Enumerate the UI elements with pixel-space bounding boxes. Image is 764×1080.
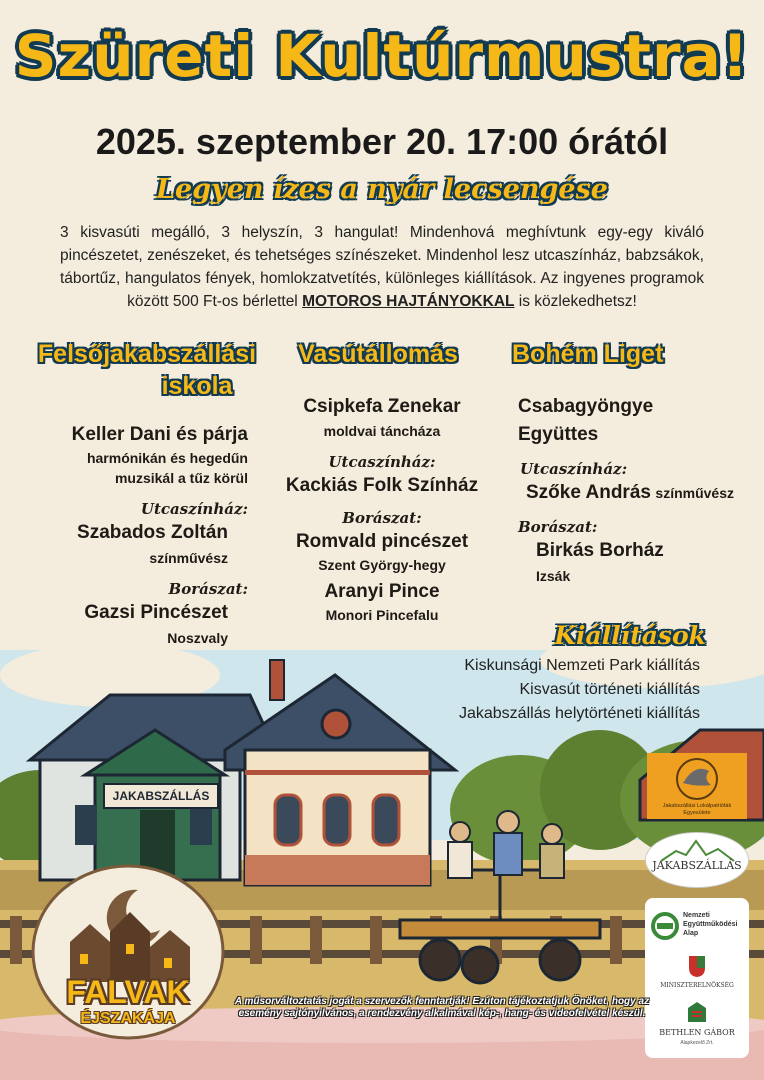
grove-wine-label: Borászat: xyxy=(518,518,598,536)
exhibition-item-1: Kiskunsági Nemzeti Park kiállítás xyxy=(464,657,700,674)
sponsor-panel xyxy=(645,898,749,1058)
venue-school-line2: iskola xyxy=(161,372,233,400)
page-title: Szüreti Kultúrmustra! xyxy=(14,22,750,90)
venue-school-line1: Felsőjakabszállási xyxy=(37,340,257,368)
town-logo-text: JAKABSZÁLLÁS xyxy=(652,859,742,872)
school-act-desc1: harmónikán és hegedűn xyxy=(86,450,248,466)
station-sign-text: JAKABSZÁLLÁS xyxy=(112,789,210,803)
station-wine2-place: Monori Pincefalu xyxy=(325,607,439,623)
bethlen-text: BETHLEN GÁBOR xyxy=(659,1028,735,1037)
grove-theatre-desc: színművész xyxy=(655,485,734,501)
grove-wine-name: Birkás Borház xyxy=(536,540,664,561)
ministry-text: MINISZTERELNÖKSÉG xyxy=(660,982,734,989)
school-wine-name: Gazsi Pincészet xyxy=(84,602,228,623)
venue-school-program xyxy=(20,424,248,646)
venue-grove-title: Bohém Liget xyxy=(512,340,664,368)
school-act-name: Keller Dani és párja xyxy=(71,424,248,445)
disclaimer: A műsorváltoztatás jogát a szervezők fenntartják! Ezúton tájékoztatjuk Önöket, hogy az esemény sajtónyilvános, a rendezvény alkalmával kép-, hang- és videofelvétel készül. xyxy=(234,996,650,1019)
intro-text-end: is közlekedhetsz! xyxy=(514,293,637,310)
coat-of-arms-icon xyxy=(687,954,707,978)
station-act-name: Csipkefa Zenekar xyxy=(303,396,461,417)
dove-icon xyxy=(647,753,747,803)
grove-wine-place: Izsák xyxy=(536,568,571,584)
school-wine-label: Borászat: xyxy=(168,580,248,598)
station-wine1-place: Szent György-hegy xyxy=(318,557,446,573)
station-wine1-name: Romvald pincészet xyxy=(295,531,469,552)
station-act-desc: moldvai táncháza xyxy=(323,423,441,439)
nea-icon xyxy=(651,912,679,940)
grove-theatre-name: Szőke András xyxy=(526,482,651,503)
school-theatre-label: Utcaszínház: xyxy=(140,500,248,518)
grove-theatre-row xyxy=(526,482,758,504)
town-logo xyxy=(645,832,749,888)
station-theatre-name: Kackiás Folk Színház xyxy=(285,475,479,496)
exhibitions-heading: Kiállítások xyxy=(554,621,706,650)
bethlen-subtext: Alapkezelő Zrt. xyxy=(680,1040,714,1046)
grove-act-line1: Csabagyöngye xyxy=(518,396,654,417)
nea-logo xyxy=(651,908,747,944)
station-wine2-name: Aranyi Pince xyxy=(324,581,440,602)
venue-school-title xyxy=(16,338,278,402)
venue-station-title: Vasútállomás xyxy=(298,340,458,368)
school-act-desc2: muzsikál a tűz körül xyxy=(114,470,248,486)
intro-paragraph xyxy=(60,221,704,313)
falvak-logo-line2: ÉJSZAKÁJA xyxy=(80,1010,176,1027)
intro-text: 3 kisvasúti megálló, 3 helyszín, 3 hangulat! Mindenhová meghívtunk egy-egy kiváló pincészetet, zenészeket, és tehetséges színészeket. Mindenhol lesz utcaszínház, babzsákok, tábortűz, hangulatos fények, homlokzatvetítés, különleges kiállítások. Az ingyenes programok között 500 Ft-os bérlettel xyxy=(60,224,704,310)
station-wine-label: Borászat: xyxy=(342,509,422,527)
nea-text-1: Nemzeti xyxy=(683,912,710,919)
station-theatre-label: Utcaszínház: xyxy=(328,453,436,471)
school-theatre-name: Szabados Zoltán xyxy=(77,522,228,543)
subtitle: Legyen ízes a nyár lecsengése xyxy=(156,174,608,205)
exhibition-item-3: Jakabszállás helytörténeti kiállítás xyxy=(458,705,700,722)
school-theatre-desc: színművész xyxy=(149,550,228,566)
assoc-logo-text: Jakabszállási Lokálpatrióták Egyesülete xyxy=(662,803,732,816)
venue-grove-program xyxy=(518,396,758,584)
grove-act-line2: Együttes xyxy=(518,424,599,445)
venue-station-program xyxy=(268,396,496,623)
nea-text-2: Együttműködési xyxy=(683,921,738,928)
assoc-logo xyxy=(647,753,747,819)
handcar-highlight: MOTOROS HAJTÁNYOKKAL xyxy=(302,293,515,310)
exhibition-item-2: Kisvasút történeti kiállítás xyxy=(519,681,700,698)
school-wine-place: Noszvaly xyxy=(167,630,228,646)
nea-text-3: Alap xyxy=(683,930,699,937)
falvak-logo xyxy=(30,862,226,1042)
falvak-logo-line1: FALVAK xyxy=(66,974,190,1010)
bethlen-logo-icon xyxy=(686,1000,708,1024)
station-sign xyxy=(103,783,219,809)
grove-theatre-label: Utcaszínház: xyxy=(520,460,628,478)
event-date: 2025. szeptember 20. 17:00 órától xyxy=(95,121,669,162)
